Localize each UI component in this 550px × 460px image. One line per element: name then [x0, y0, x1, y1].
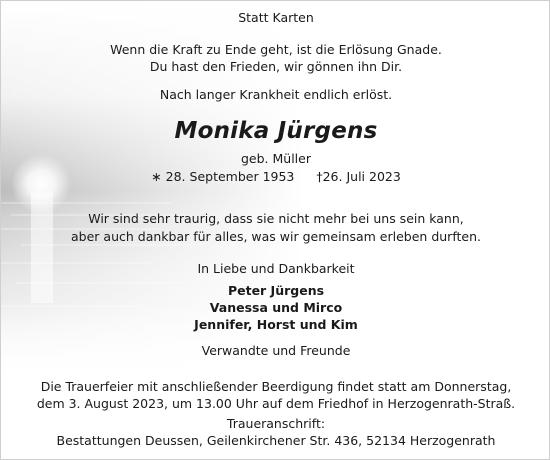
- message-line-2: aber auch dankbar für alles, was wir gemeinsam erleben durften.: [71, 229, 481, 244]
- funeral-line-1: Die Trauerfeier mit anschließender Beerdigung findet statt am Donnerstag,: [40, 379, 512, 394]
- address-label: Traueranschrift:: [226, 416, 326, 431]
- birth-date: 28. September 1953: [165, 169, 295, 184]
- notice-text: [1, 1, 550, 460]
- quote-line-2: Du hast den Frieden, wir gönnen ihn Dir.: [149, 59, 403, 74]
- mourner-3: Jennifer, Horst und Kim: [194, 317, 358, 332]
- message-line-1: Wir sind sehr traurig, dass sie nicht mehr bei uns sein kann,: [88, 211, 464, 226]
- mourner-2: Vanessa und Mirco: [209, 300, 343, 315]
- address-value: Bestattungen Deussen, Geilenkirchener Str. 436, 52134 Herzogenrath: [56, 433, 496, 448]
- birth-name: geb. Müller: [241, 151, 311, 166]
- quote-line-1: Wenn die Kraft zu Ende geht, ist die Erlösung Gnade.: [110, 42, 442, 57]
- life-dates: [1, 169, 550, 184]
- relatives-text: Verwandte und Freunde: [201, 343, 351, 358]
- header-text: Statt Karten: [238, 10, 314, 25]
- death-symbol-icon: †: [316, 169, 323, 184]
- mourner-1: Peter Jürgens: [227, 283, 325, 298]
- deceased-name: Monika Jürgens: [174, 118, 378, 144]
- funeral-line-2: dem 3. August 2023, um 13.00 Uhr auf dem Friedhof in Herzogenrath-Straß.: [36, 396, 516, 411]
- death-date: 26. Juli 2023: [322, 169, 401, 184]
- intro-text: Nach langer Krankheit endlich erlöst.: [159, 87, 393, 102]
- closing-text: In Liebe und Dankbarkeit: [197, 261, 355, 276]
- birth-symbol-icon: ∗: [151, 169, 162, 184]
